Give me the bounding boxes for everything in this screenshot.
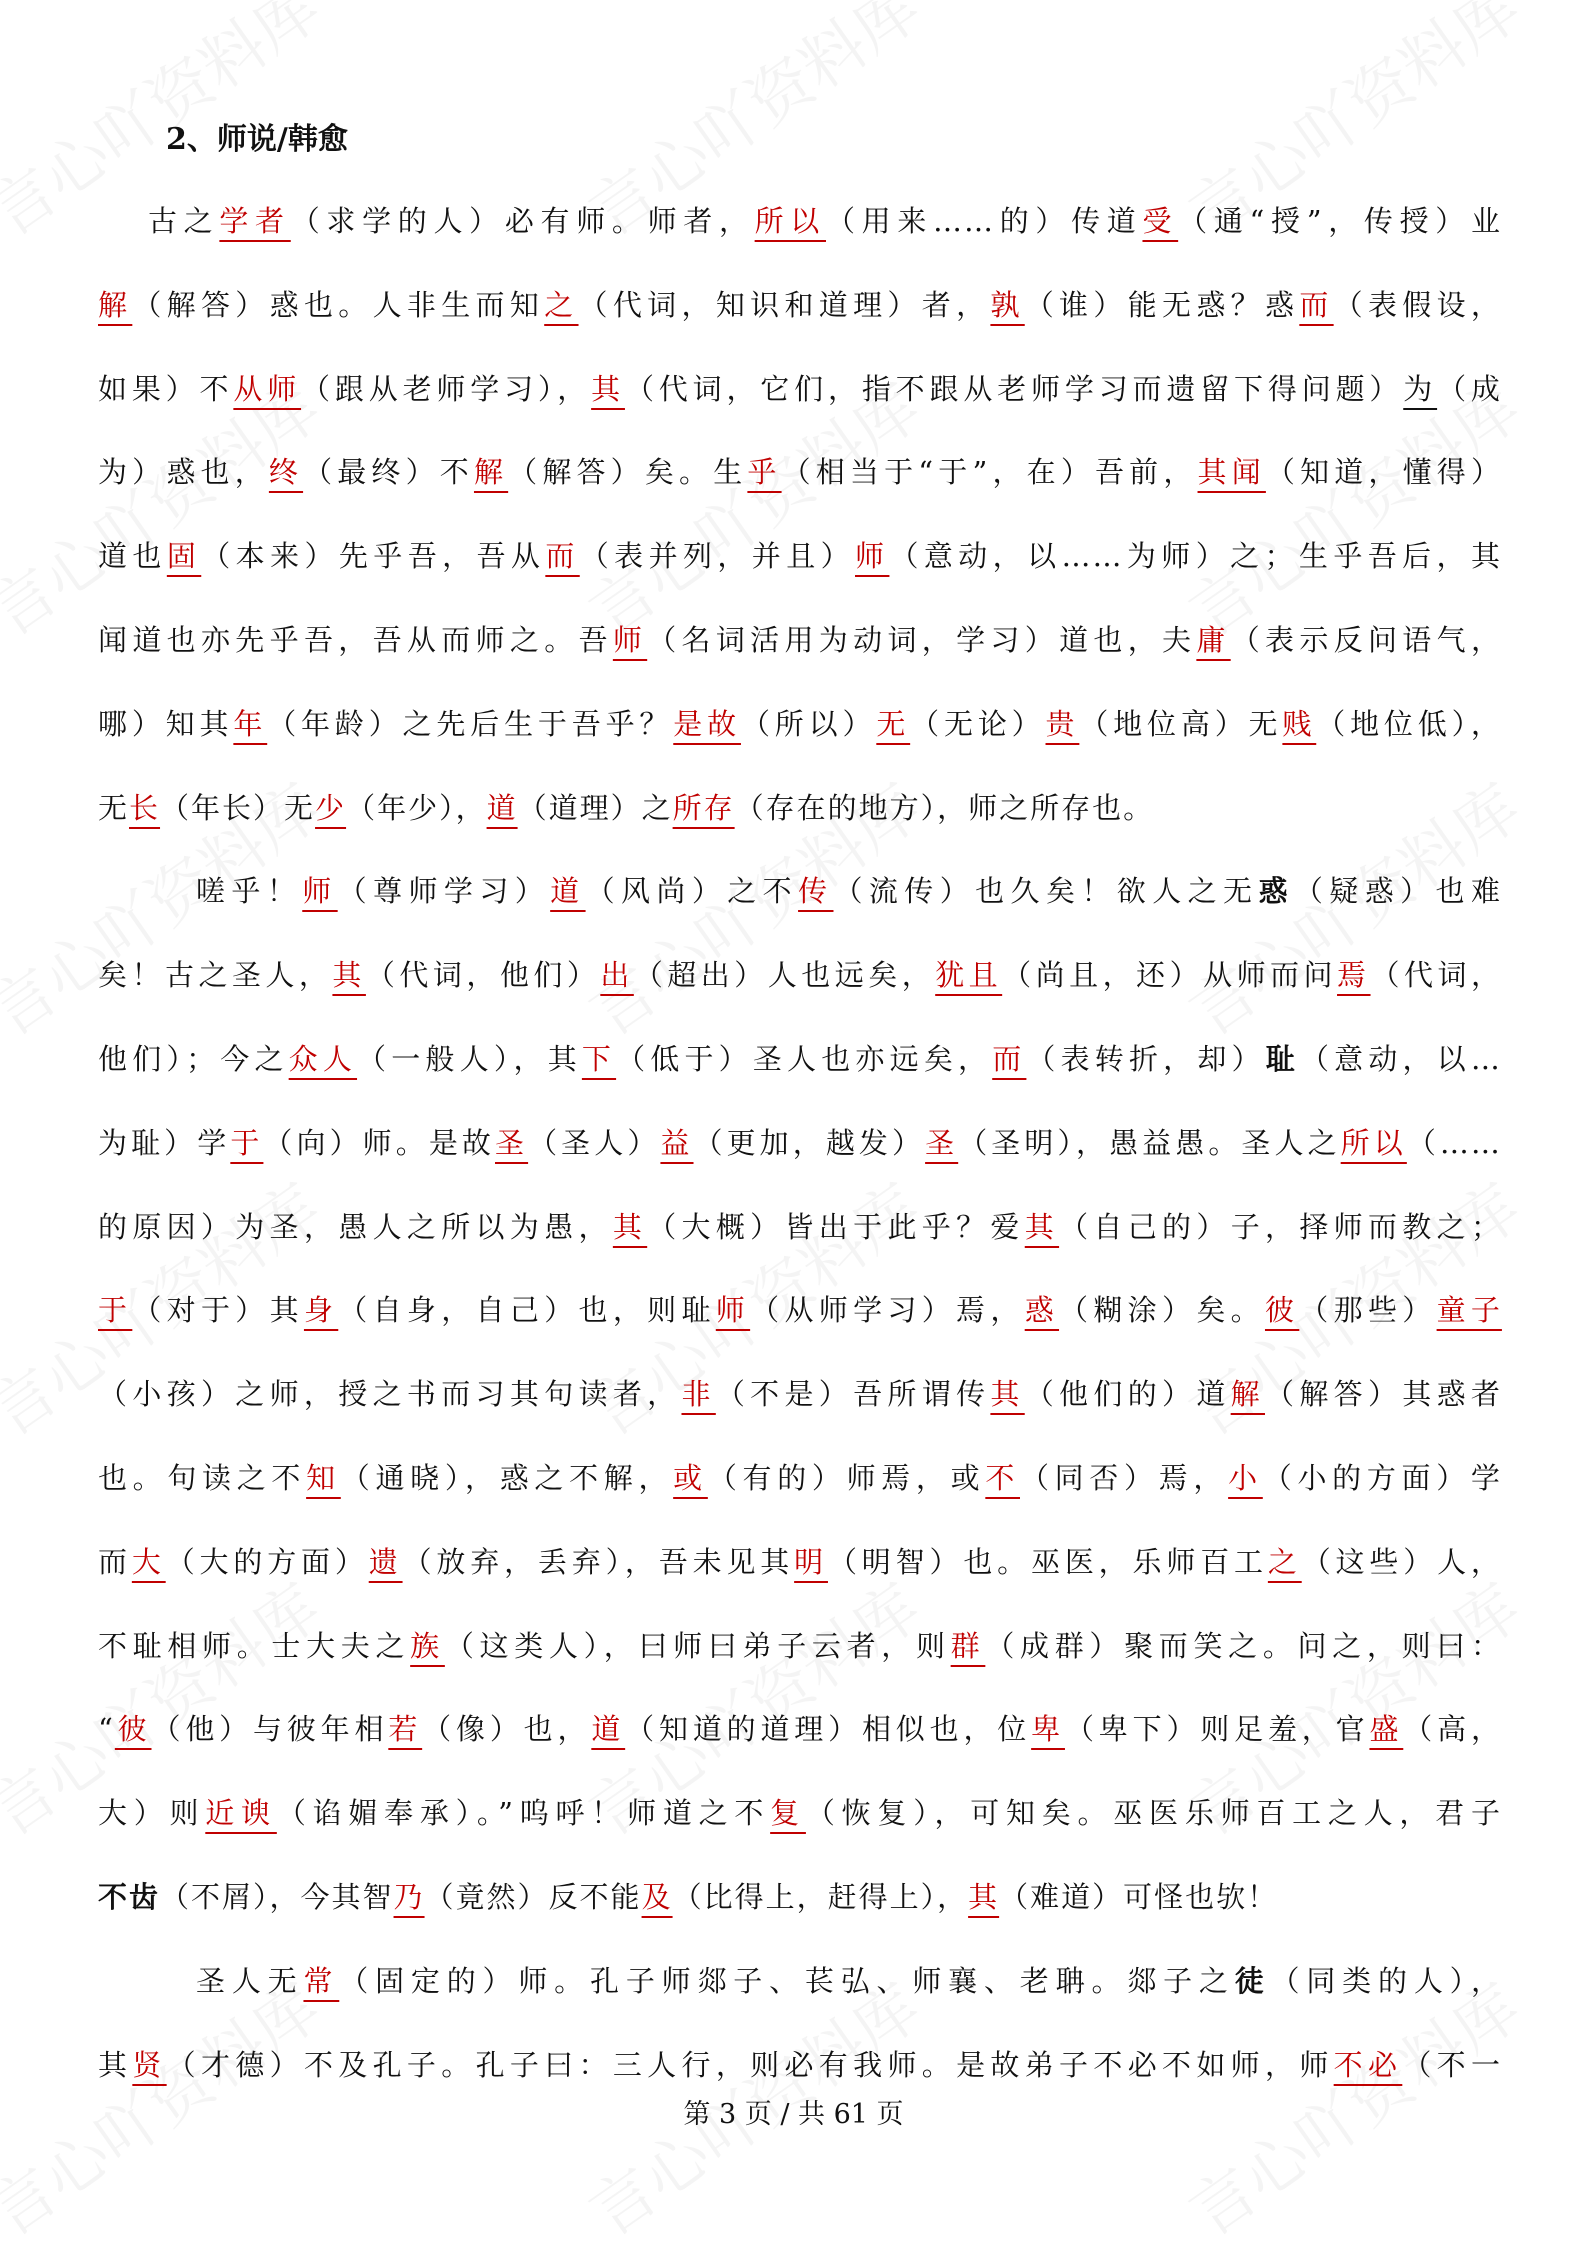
text-line — [98, 1624, 1502, 1668]
text-segment: （最终）不 — [303, 455, 474, 490]
text-line — [98, 367, 1502, 411]
text-segment: （一般人），其 — [357, 1042, 582, 1076]
text-segment: （他）与彼年相 — [151, 1712, 389, 1747]
text-segment: 他们）；今之 — [98, 1042, 289, 1076]
keyword-highlight: 小 — [1228, 1461, 1263, 1495]
text-line — [98, 702, 1502, 746]
keyword-highlight: 孰 — [990, 287, 1025, 322]
text-segment: （固定的）师。孔子师郯子、苌弘、师襄、老聃。郯子之 — [339, 1963, 1235, 1998]
text-segment: 无 — [98, 790, 130, 825]
text-segment: （更加，越发） — [693, 1125, 926, 1160]
keyword-highlight: 而 — [1299, 287, 1334, 322]
keyword-highlight: 其 — [332, 958, 366, 993]
text-segment: （尊师学习） — [337, 874, 551, 909]
text-segment: （比得上，赶得上）， — [672, 1880, 969, 1914]
keyword-highlight: 师 — [855, 539, 890, 574]
text-segment: （成 — [1437, 371, 1502, 406]
text-segment: （大的方面） — [165, 1544, 369, 1579]
text-segment: （像）也， — [422, 1712, 592, 1747]
text-segment: （高， — [1403, 1712, 1502, 1747]
keyword-highlight: 之 — [1267, 1544, 1302, 1579]
text-line — [98, 953, 1502, 997]
text-segment: （所以） — [740, 706, 877, 741]
text-line — [98, 786, 1502, 830]
keyword-highlight: 圣 — [495, 1125, 529, 1160]
keyword-highlight: 及 — [641, 1880, 673, 1914]
text-segment: （不屑），今其智 — [160, 1880, 394, 1914]
text-line — [196, 1959, 1502, 2003]
text-segment: （超出）人也远矣， — [633, 958, 936, 993]
text-segment: （小的方面）学 — [1262, 1461, 1502, 1495]
keyword-highlight: 大 — [131, 1544, 166, 1579]
keyword-highlight: 道 — [486, 790, 518, 825]
text-segment: （代词，它们，指不跟从老师学习而遗留下得问题） — [624, 371, 1404, 406]
keyword-highlight: 师 — [612, 623, 648, 657]
keyword-highlight: 族 — [410, 1628, 445, 1663]
text-segment: 道也 — [98, 539, 167, 574]
keyword-highlight: 道 — [550, 874, 586, 909]
keyword-highlight: 师 — [715, 1293, 751, 1328]
text-segment: （自己的）子，择师而教之； — [1059, 1209, 1502, 1244]
text-segment: （自身，自己）也，则耻 — [338, 1293, 716, 1328]
keyword-highlight: 贵 — [1045, 706, 1080, 741]
text-segment: （小孩）之师，授之书而习其句读者， — [98, 1377, 682, 1412]
keyword-highlight: 无 — [876, 706, 911, 741]
text-segment: （同否）焉， — [1020, 1461, 1229, 1495]
keyword-highlight: 贤 — [132, 2047, 167, 2082]
text-segment: （知道的道理）相似也，位 — [625, 1712, 1032, 1747]
keyword-highlight: 圣 — [925, 1125, 959, 1160]
keyword-highlight: 若 — [388, 1712, 423, 1747]
keyword-highlight: 固 — [166, 539, 202, 574]
text-line — [98, 450, 1502, 494]
text-segment: （尚且，还）从师而问 — [1002, 958, 1338, 993]
bold-word: 不齿 — [98, 1880, 161, 1914]
keyword-highlight: 下 — [581, 1042, 617, 1076]
text-line — [98, 1121, 1502, 1165]
text-segment: 古之 — [148, 204, 220, 238]
keyword-highlight: 其 — [591, 371, 625, 406]
bold-word: 徒 — [1234, 1963, 1271, 1998]
text-line — [98, 534, 1502, 578]
keyword-highlight: 焉 — [1337, 958, 1371, 993]
keyword-highlight: 彼 — [114, 1712, 152, 1747]
text-segment: （地位高）无 — [1079, 706, 1283, 741]
keyword-highlight: 卑 — [1031, 1712, 1065, 1747]
text-segment: （通“授”，传授）业 — [1178, 204, 1502, 238]
text-segment: 矣！古之圣人， — [98, 958, 333, 993]
text-segment: （知道，懂得） — [1265, 455, 1502, 490]
keyword-highlight: 而 — [992, 1042, 1027, 1076]
text-segment: 的原因）为圣，愚人之所以为愚， — [98, 1209, 613, 1244]
text-segment: （这些）人， — [1301, 1544, 1502, 1579]
keyword-highlight: 而 — [545, 539, 580, 574]
text-segment: （地位低）， — [1316, 706, 1502, 741]
text-segment: （他们的）道 — [1024, 1377, 1231, 1412]
text-segment: （卑下）则足羞，官 — [1064, 1712, 1370, 1747]
text-line — [98, 1791, 1502, 1835]
text-segment: （代词， — [1370, 958, 1502, 993]
keyword-highlight: 终 — [268, 455, 304, 490]
keyword-highlight: 群 — [950, 1628, 986, 1663]
text-segment: （用来……的）传道 — [826, 204, 1143, 238]
text-segment: （这类人），曰师曰弟子云者，则 — [444, 1628, 951, 1663]
text-segment: 其 — [98, 2047, 133, 2082]
keyword-highlight: 遗 — [368, 1544, 403, 1579]
keyword-highlight: 不 — [985, 1461, 1020, 1495]
text-segment: 不耻相师。士大夫之 — [98, 1628, 411, 1663]
text-segment: 而 — [98, 1544, 132, 1579]
keyword-highlight: 惑 — [1024, 1293, 1060, 1328]
keyword-highlight: 学者 — [219, 204, 291, 238]
keyword-highlight: 盛 — [1369, 1712, 1404, 1747]
text-line — [98, 1288, 1502, 1332]
text-line — [98, 1707, 1502, 1751]
keyword-highlight: 乎 — [747, 455, 782, 490]
text-segment: （相当于“于”，在）吾前， — [781, 455, 1198, 490]
page-footer: 第 3 页 / 共 61 页 — [683, 2099, 904, 2130]
text-segment: （表假设， — [1333, 287, 1502, 322]
text-segment: （成群）聚而笑之。问之，则曰： — [985, 1628, 1502, 1663]
text-segment: （不一 — [1402, 2047, 1502, 2082]
text-segment: （表并列，并且） — [579, 539, 856, 574]
text-segment: （谄媚奉承）。”呜呼！师道之不 — [276, 1796, 771, 1831]
text-segment: （恢复），可知矣。巫医乐师百工之人，君子 — [805, 1796, 1502, 1831]
keyword-highlight: 益 — [660, 1125, 694, 1160]
keyword-highlight: 童子 — [1436, 1293, 1502, 1328]
keyword-highlight: 解 — [98, 287, 133, 322]
keyword-highlight: 所存 — [672, 790, 735, 825]
keyword-highlight: 年 — [233, 706, 268, 741]
text-segment: （本来）先乎吾，吾从 — [201, 539, 546, 574]
keyword-highlight: 道 — [591, 1712, 626, 1747]
text-segment: （圣明），愚益愚。圣人之 — [958, 1125, 1341, 1160]
keyword-highlight: 是故 — [673, 706, 741, 741]
text-segment: （放弃，丢弃），吾未见其 — [402, 1544, 795, 1579]
keyword-highlight: 长 — [129, 790, 161, 825]
text-segment: （疑惑）也难 — [1293, 874, 1502, 909]
text-segment: （名词活用为动词，学习）道也，夫 — [647, 623, 1197, 657]
text-segment: 圣人无 — [196, 1963, 304, 1998]
text-segment: 为）惑也， — [98, 455, 269, 490]
keyword-highlight: 其 — [990, 1377, 1025, 1412]
keyword-highlight: 众人 — [288, 1042, 358, 1076]
text-segment: （年龄）之先后生于吾乎？ — [267, 706, 674, 741]
text-segment: （大概）皆出于此乎？爱 — [647, 1209, 1025, 1244]
keyword-highlight: 之 — [544, 287, 579, 322]
text-segment: （无论） — [910, 706, 1046, 741]
text-line — [98, 1037, 1502, 1081]
text-segment: （向）师。是故 — [263, 1125, 495, 1160]
text-segment: （风尚）之不 — [585, 874, 799, 909]
text-segment: （不是）吾所谓传 — [715, 1377, 991, 1412]
text-line — [98, 1456, 1502, 1500]
text-segment: （对于）其 — [132, 1293, 304, 1328]
text-segment: （那些） — [1299, 1293, 1437, 1328]
keyword-highlight: 传 — [798, 874, 834, 909]
text-line — [148, 199, 1502, 243]
keyword-highlight: 犹且 — [935, 958, 1003, 993]
text-segment: （流传）也久矣！欲人之无 — [833, 874, 1259, 909]
keyword-highlight: 出 — [600, 958, 634, 993]
text-line — [98, 2043, 1502, 2087]
text-line — [98, 1875, 1502, 1919]
keyword-highlight: 庸 — [1196, 623, 1231, 657]
text-segment: （同类的人）， — [1270, 1963, 1502, 1998]
keyword-highlight: 或 — [673, 1461, 708, 1495]
bold-word: 耻 — [1265, 1042, 1300, 1076]
text-segment: （解答）矣。生 — [508, 455, 748, 490]
underlined-word: 为 — [1403, 371, 1438, 406]
text-segment: （有的）师焉，或 — [707, 1461, 986, 1495]
keyword-highlight: 解 — [1230, 1377, 1265, 1412]
keyword-highlight: 所以 — [1340, 1125, 1407, 1160]
keyword-highlight: 不必 — [1333, 2047, 1403, 2082]
text-segment: （圣人） — [528, 1125, 661, 1160]
text-segment: （代词，他们） — [365, 958, 601, 993]
keyword-highlight: 身 — [303, 1293, 339, 1328]
text-segment: 为耻）学 — [98, 1125, 231, 1160]
text-segment: （才德）不及孔子。孔子曰：三人行，则必有我师。是故弟子不必不如师，师 — [166, 2047, 1334, 2082]
text-segment: （难道）可怪也欤！ — [999, 1880, 1279, 1914]
text-segment: （道理）之 — [517, 790, 673, 825]
keyword-highlight: 非 — [681, 1377, 716, 1412]
text-line — [98, 1205, 1502, 1249]
text-segment: （竟然）反不能 — [424, 1880, 642, 1914]
text-segment: （表示反问语气， — [1230, 623, 1502, 657]
keyword-highlight: 彼 — [1264, 1293, 1300, 1328]
text-segment: 如果）不 — [98, 371, 234, 406]
text-segment: （年少）， — [346, 790, 487, 825]
keyword-highlight: 所以 — [754, 204, 826, 238]
text-segment: 嗟乎！ — [196, 874, 303, 909]
text-segment: （代词，知识和道理）者， — [578, 287, 991, 322]
text-segment: （低于）圣人也亦远矣， — [616, 1042, 993, 1076]
keyword-highlight: 其 — [968, 1880, 1000, 1914]
text-segment: （从师学习）焉， — [750, 1293, 1025, 1328]
text-segment: 大）则 — [98, 1796, 206, 1831]
bold-word: 惑 — [1258, 874, 1294, 909]
text-segment: 闻道也亦先乎吾，吾从而师之。吾 — [98, 623, 613, 657]
text-line — [98, 618, 1502, 662]
keyword-highlight: 贱 — [1282, 706, 1317, 741]
keyword-highlight: 知 — [306, 1461, 341, 1495]
text-segment: （存在的地方），师之所存也。 — [734, 790, 1155, 825]
keyword-highlight: 复 — [770, 1796, 806, 1831]
text-segment: （糊涂）矣。 — [1059, 1293, 1265, 1328]
text-line — [98, 1540, 1502, 1584]
text-segment: “ — [98, 1712, 115, 1747]
keyword-highlight: 乃 — [393, 1880, 425, 1914]
text-segment: （意动，以……为师）之；生乎吾后，其 — [889, 539, 1502, 574]
text-line — [98, 283, 1502, 327]
keyword-highlight: 师 — [302, 874, 338, 909]
text-segment: 也。句读之不 — [98, 1461, 307, 1495]
keyword-highlight: 于 — [230, 1125, 264, 1160]
text-segment: （明智）也。巫医，乐师百工 — [827, 1544, 1268, 1579]
keyword-highlight: 从师 — [233, 371, 302, 406]
keyword-highlight: 明 — [794, 1544, 828, 1579]
text-line — [196, 869, 1502, 913]
text-segment: （求学的人）必有师。师者， — [290, 204, 755, 238]
text-segment: 哪）知其 — [98, 706, 234, 741]
text-segment: （意动，以… — [1299, 1042, 1502, 1076]
text-segment: （跟从老师学习）， — [301, 371, 592, 406]
text-segment: （年长）无 — [160, 790, 316, 825]
text-line — [98, 1372, 1502, 1416]
keyword-highlight: 受 — [1142, 204, 1179, 238]
keyword-highlight: 其 — [1024, 1209, 1060, 1244]
keyword-highlight: 近谀 — [205, 1796, 277, 1831]
text-segment: （解答）惑也。人非生而知 — [132, 287, 545, 322]
keyword-highlight: 解 — [473, 455, 509, 490]
keyword-highlight: 少 — [315, 790, 347, 825]
text-segment: （谁）能无惑？惑 — [1024, 287, 1300, 322]
keyword-highlight: 其 — [612, 1209, 648, 1244]
text-segment: （通晓），惑之不解， — [340, 1461, 674, 1495]
text-segment: （…… — [1406, 1125, 1502, 1160]
keyword-highlight: 常 — [303, 1963, 340, 1998]
text-segment: （解答）其惑者 — [1265, 1377, 1502, 1412]
section-title: 2、师说/韩愈 — [166, 122, 348, 157]
keyword-highlight: 其闻 — [1197, 455, 1266, 490]
keyword-highlight: 于 — [98, 1293, 133, 1328]
text-segment: （表转折，却） — [1026, 1042, 1266, 1076]
